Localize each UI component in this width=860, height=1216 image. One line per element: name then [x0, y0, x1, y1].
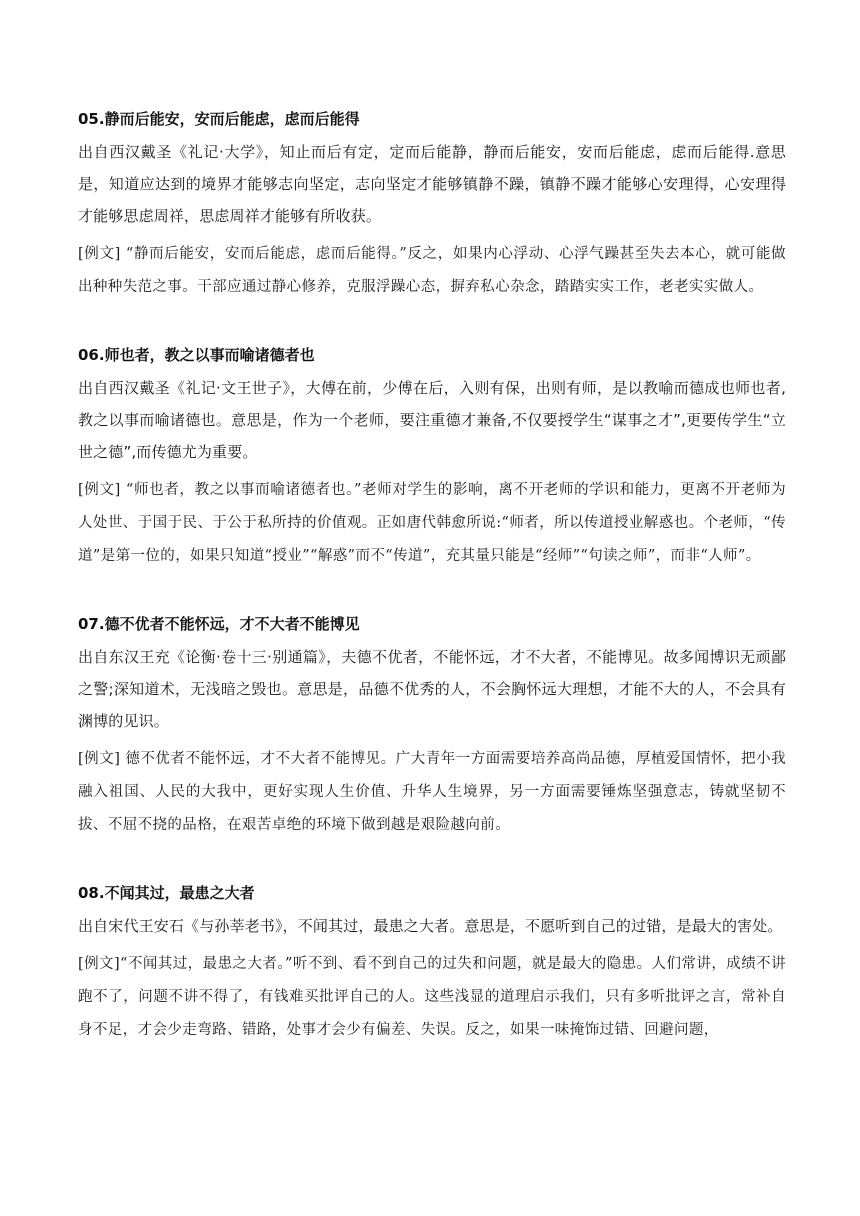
section-example: [例文] 德不优者不能怀远，才不大者不能博见。广大青年一方面需要培养高尚品德，厚植爱国情怀，把小我融入祖国、人民的大我中，更好实现人生价值、升华人生境界，另一方面需要锤炼坚强意志，铸就坚韧不拔、不屈不挠的品格，在艰苦卓绝的环境下做到越是艰险越向前。	[78, 751, 786, 833]
section-heading: 07.德不优者不能怀远，才不大者不能博见	[78, 615, 360, 633]
section-07	[78, 613, 786, 842]
section-example: [例文]“不闻其过，最患之大者。”听不到、看不到自己的过失和问题，就是最大的隐患。人们常讲，成绩不讲跑不了，问题不讲不得了，有钱难买批评自己的人。这些浅显的道理启示我们，只有多听批评之言，常补自身不足，才会少走弯路、错路，处事才会少有偏差、失误。反之，如果一味掩饰过错、回避问题，	[78, 956, 786, 1038]
section-heading: 06.师也者，教之以事而喻诸德者也	[78, 346, 315, 364]
section-06	[78, 344, 786, 573]
section-heading: 05.静而后能安，安而后能虑，虑而后能得	[78, 110, 360, 128]
section-body: 出自西汉戴圣《礼记·文王世子》，大傅在前，少傅在后，入则有保，出则有师，是以教喻而德成也师也者,教之以事而喻诸德也。意思是，作为一个老师，要注重德才兼备,不仅要授学生“谋事之才”,更要传学生“立世之德”,而传德尤为重要。	[78, 379, 786, 461]
section-body: 出自东汉王充《论衡·卷十三·别通篇》，夫德不优者，不能怀远，才不大者，不能博见。故多闻博识无顽鄙之警;深知道术，无浅暗之毁也。意思是，品德不优秀的人，不会胸怀远大理想，才能不大的人，不会具有渊博的见识。	[78, 648, 786, 730]
section-05	[78, 108, 786, 304]
section-example: [例文] “静而后能安，安而后能虑，虑而后能得。”反之，如果内心浮动、心浮气躁甚至失去本心，就可能做出种种失范之事。干部应通过静心修养，克服浮躁心态，摒弃私心杂念，踏踏实实工作，老老实实做人。	[78, 246, 786, 295]
section-body: 出自西汉戴圣《礼记·大学》，知止而后有定，定而后能静，静而后能安，安而后能虑，虑而后能得.意思是，知道应达到的境界才能够志向坚定，志向坚定才能够镇静不躁，镇静不躁才能够心安理得，心安理得才能够思虑周祥，思虑周祥才能够有所收获。	[78, 143, 786, 225]
section-body: 出自宋代王安石《与孙莘老书》，不闻其过，最患之大者。意思是，不愿听到自己的过错，是最大的害处。	[78, 917, 783, 935]
section-heading: 08.不闻其过，最患之大者	[78, 884, 255, 902]
document-page	[78, 108, 786, 1087]
section-example: [例文] “师也者，教之以事而喻诸德者也。”老师对学生的影响，离不开老师的学识和能力，更离不开老师为人处世、于国于民、于公于私所持的价值观。正如唐代韩愈所说:“师者，所以传道授业解惑也。个老师，“传道”是第一位的，如果只知道“授业”“解惑”而不“传道”，充其量只能是“经师”“句读之师”，而非“人师”。	[78, 482, 786, 564]
section-08	[78, 882, 786, 1047]
